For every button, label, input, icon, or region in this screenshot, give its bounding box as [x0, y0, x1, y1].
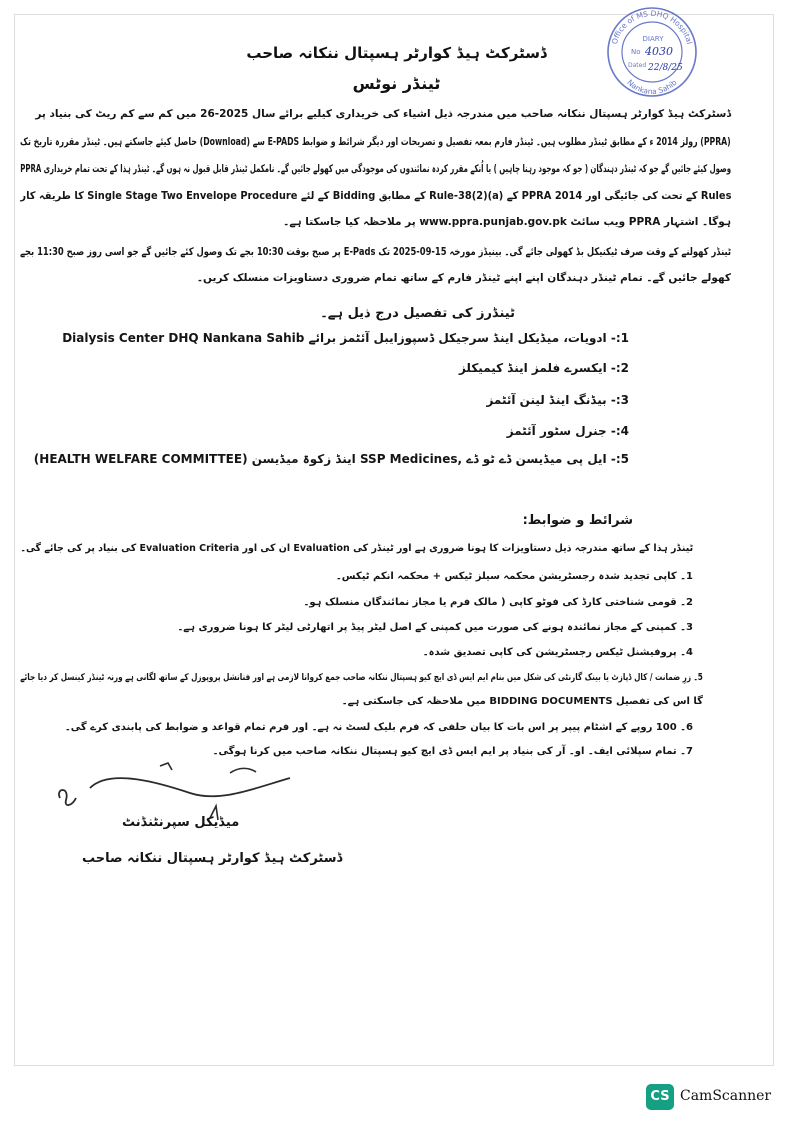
office-heading: ڈسٹرکٹ ہیڈ کوارٹر ہسپتال ننکانہ صاحب	[246, 44, 547, 62]
conditions-heading: شرائط و ضوابط:	[522, 513, 633, 528]
stamp-date: 22/8/25	[648, 63, 683, 73]
stamp-label: DIARY	[642, 35, 664, 43]
condition-2: 2۔ قومی شناختی کارڈ کی فوٹو کاپی ( مالک فرم یا مجاز نمائندگان منسلک ہو۔	[303, 597, 693, 608]
stamp-no-label: No	[631, 48, 641, 56]
condition-5b: گا اس کی تفصیل BIDDING DOCUMENTS میں ملاحظہ کی جاسکتی ہے۔	[341, 696, 703, 707]
camscanner-logo: CS	[646, 1084, 674, 1110]
intro-line-1: ڈسٹرکٹ ہیڈ کوارٹر ہسپتال ننکانہ صاحب میں مندرجہ ذیل اشیاء کی خریداری کیلیے برائے سال 2025-26 میں کم سے کم ریٹ کی بنیاد پر	[35, 108, 731, 120]
opening-line-1: ٹینڈر کھولنے کے وقت صرف ٹیکنیکل بڈ کھولی جائے گی۔ بینیڈز مورخہ 15-09-2025 تک E-Pads پر صبح بوقت 10:30 بجے تک وصول کئے جائیں گے جو اسی روز صبح 11:30 بجے	[20, 246, 731, 258]
item-5: 5:- ایل پی میڈیسن ڈے ٹو ڈے ,SSP Medicines اینڈ زکوۃ میڈیسن (HEALTH WELFARE COMMITTEE)	[33, 452, 629, 466]
item-3: 3:- بیڈنگ اینڈ لینن آئٹمز	[486, 393, 629, 407]
signature-designation: میڈیکل سپرنٹنڈنٹ	[122, 815, 240, 830]
intro-line-5: ہوگا۔ اشتہار PPRA ویب سائٹ www.ppra.punjab.gov.pk پر ملاحظہ کیا جاسکتا ہے۔	[283, 216, 731, 228]
stamp-ring-text: Office of MS DHQ Hospital	[609, 8, 695, 46]
condition-1: 1۔ کاپی تجدید شدہ رجسٹریشن محکمہ سیلز ٹیکس + محکمہ انکم ٹیکس۔	[335, 571, 693, 582]
item-4: 4:- جنرل سٹور آئٹمز	[506, 424, 629, 438]
stamp-date-label: Dated	[628, 62, 647, 69]
condition-6: 6۔ 100 روپے کے اشٹام پیپر پر اس بات کا بیان حلفی کہ فرم بلیک لسٹ نہ ہے۔ اور فرم تمام قواعد و ضوابط کی پابندی کرے گی۔	[64, 722, 693, 733]
notice-title: ٹینڈر نوٹس	[352, 74, 441, 93]
intro-line-4: Rules کے تحت کی جائیگی اور PPRA 2014 کے Rule-38(2)(a) کے مطابق Bidding کے لئے Single Stage Two Envelope Procedure کا طریقہ کار	[19, 190, 731, 202]
item-1: 1:- ادویات، میڈیکل اینڈ سرجیکل ڈسپوزایبل آئٹمز برائے Dialysis Center DHQ Nankana Sahib	[62, 331, 629, 345]
condition-5a: 5۔ زرِ ضمانت / کال ڈپازٹ یا بینک گارنٹی کی شکل میں بنام ایم ایس ڈی ایچ کیو ہسپتال ننکانہ صاحب جمع کروانا لازمی ہے اور فنانشل پروپوزل کے ساتھ لگانی ہے ورنہ ٹینڈر کینسل کر دیا جائے	[20, 672, 703, 683]
stamp-number: 4030	[645, 45, 673, 58]
condition-7: 7۔ تمام سپلائی ایف۔ او۔ آر کی بنیاد پر ایم ایس ڈی ایچ کیو ہسپتال ننکانہ صاحب میں کرنا ہوگی۔	[212, 746, 693, 757]
items-heading: ٹینڈرز کی تفصیل درج ذیل ہے۔	[320, 306, 515, 321]
signature-office: ڈسٹرکٹ ہیڈ کوارٹر ہسپتال ننکانہ صاحب	[82, 851, 343, 866]
intro-line-2: (PPRA) رولز 2014 ء کے مطابق ٹینڈر مطلوب ہیں۔ ٹینڈر فارم بمعہ تفصیل و تصریحات اور دیگر شرائط و ضوابط E-PADS سے (Download) حاصل کیئے جاسکتے ہیں۔ ٹینڈر مقررہ تاریخ تک	[20, 136, 731, 148]
item-2: 2:- ایکسرے فلمز اینڈ کیمیکلز	[458, 361, 629, 375]
stamp-ring-bottom: Nankana Sahib	[625, 77, 679, 97]
opening-line-2: کھولے جائیں گے۔ تمام ٹینڈر دہندگان اپنے اپنے ٹینڈر فارم کے ساتھ تمام ضروری دستاویزات منسلک کریں۔	[196, 272, 731, 284]
condition-3: 3۔ کمپنی کے مجاز نمائندہ ہونے کی صورت میں کمپنی کے اصل لیٹر پیڈ پر اتھارٹی لیٹر کا ہونا ضروری ہے۔	[177, 622, 693, 633]
intro-line-3: وصول کیئے جائیں گے جو کہ ٹینڈر دہندگان ( جو کہ موجود رہنا چاہیں ) یا اُنکے مقرر کردہ نمائندوں کی موجودگی میں کھولے جائیں گے۔ نامکمل ٹینڈر قابل قبول نہ ہوں گے۔ ٹینڈر ہذا کے تحت تمام خریداری PPRA	[20, 163, 731, 175]
conditions-intro: ٹینڈر ہذا کے ساتھ مندرجہ ذیل دستاویزات کا ہونا ضروری ہے اور ٹینڈر کی Evaluation ان کی اور Evaluation Criteria کی بنیاد پر کی جائے گی۔	[20, 543, 693, 554]
condition-4: 4۔ پروفیشنل ٹیکس رجسٹریشن کی کاپی تصدیق شدہ۔	[422, 647, 693, 658]
camscanner-brand: CamScanner	[680, 1088, 772, 1104]
